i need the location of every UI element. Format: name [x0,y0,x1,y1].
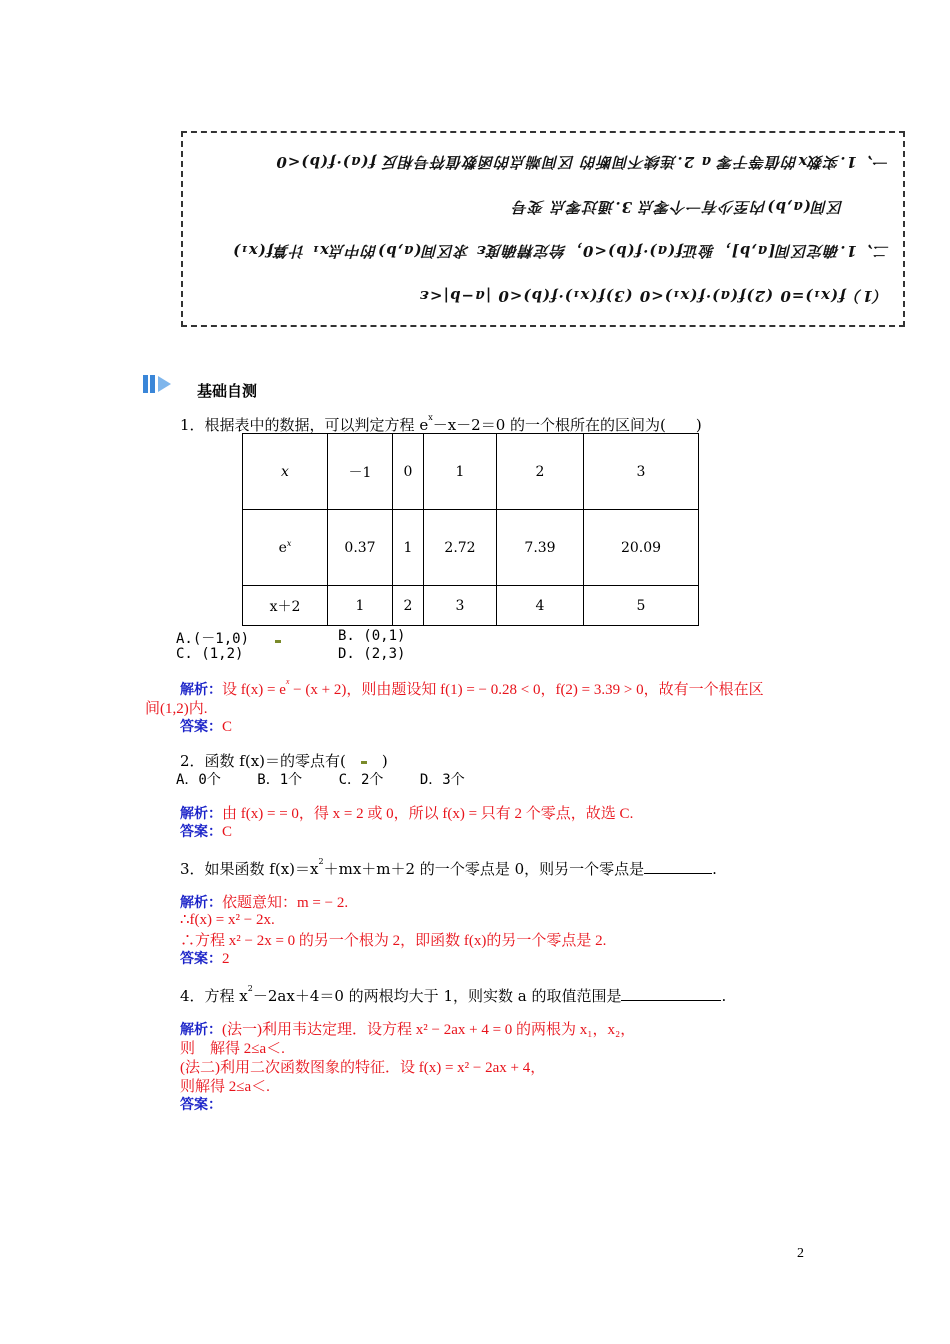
q1-answer-value: C [222,719,233,735]
q1-solution-sup: x [285,677,290,686]
table-cell: 1 [328,586,393,626]
q3-text-a: 3．如果函数 f(x)＝x [180,860,319,878]
solution-label: 解析： [180,1022,222,1038]
table-cell: 2 [393,586,424,626]
table-cell: x [243,434,328,510]
q4-solution-text: (法一)利用韦达定理．设方程 x² − 2ax + 4 = 0 的两根为 x₁，x₂， [222,1022,636,1038]
table-row [243,434,699,510]
q1-solution [180,678,764,699]
q4-answer [180,1094,222,1114]
table-row [243,510,699,586]
q1-suffix: －x－2＝0 的一个根所在的区间为( ) [432,416,702,434]
answer-blank [621,986,721,1001]
table-cell: 20.09 [584,510,699,586]
solution-label: 解析： [180,682,222,698]
q2-answer-value: C [222,824,233,840]
table-cell: 2.72 [424,510,497,586]
solution-label: 解析： [180,806,222,822]
q1-option-c: C. (1,2) [176,646,244,662]
q3-answer [180,948,230,968]
answer-note-box [181,131,905,327]
question-3-text: 3．如果函数 $f(x)=x^2+mx+m+2$ 的一个零点是 0，则另一个零点是 . [180,857,717,878]
table-cell: 2 [497,434,584,510]
question-1-text [180,414,702,435]
q4-text-b: －2ax＋4＝0 的两根均大于 1，则实数 a 的取值范围是 [252,987,622,1005]
q2-solution-text: 由 f(x) = = 0，得 x = 2 或 0，所以 f(x) = 只有 2 个零点，故选 C. [222,806,634,822]
q2-text-end: ) [366,752,388,770]
q1-option-a: A.(－1,0) [176,631,250,647]
table-cell: 3 [584,434,699,510]
table-cell: 4 [497,586,584,626]
table-cell: 7.39 [497,510,584,586]
q4-solution-line2: 则 解得 2≤a＜. [180,1041,285,1057]
q1-prefix: 1．根据表中的数据，可以判定方程 e [180,416,429,434]
section-title: 基础自测 [197,382,258,400]
table-cell: 0 [393,434,424,510]
table-cell: x＋2 [243,586,328,626]
table-cell: 0.37 [328,510,393,586]
question-4-text: 4．方程 $x^2-2ax+4=0$ 的两根均大于 1，则实数 a 的取值范围是 . [180,984,727,1005]
page-number: 2 [797,1246,804,1261]
q4-text-end: . [721,987,727,1005]
solution-label: 解析： [180,895,222,911]
q1-solution-line2: 间(1,2)内. [145,701,208,717]
q1-answer [180,716,232,736]
table-cell: 1 [393,510,424,586]
table-cell: 1 [424,434,497,510]
q2-text: 2．函数 f(x)＝的零点有( [180,752,361,770]
table-cell: －1 [328,434,393,510]
q3-text-end: . [712,860,717,878]
q1-solution-text2: − (x + 2)，则由题设知 f(1) = − 0.28 < 0，f(2) = 3.39 > 0，故有一个根在区 [289,682,764,698]
q3-text-b: ＋mx＋m＋2 的一个零点是 0，则另一个零点是 [323,860,645,878]
q4-solution-line4: 则解得 2≤a＜. [180,1079,270,1095]
answer-label: 答案： [180,1097,222,1113]
q1-sup: x [428,413,433,422]
q1-option-d: D. (2,3) [338,646,406,662]
q4-text-a: 4．方程 x [180,987,248,1005]
note-line-1: （1）f(x₁)=0 (2)f(a)·f(x₁)<0 (3)f(x₁)·f(b)<0 |a−b|<ε [418,287,889,305]
ex-label: e [278,539,287,556]
answer-blank [644,859,712,874]
q4-solution [180,1018,635,1039]
rotated-note-content [183,133,903,325]
data-table [242,433,699,626]
q3-solution [180,891,348,912]
q3-solution-text: 依题意知：m = − 2. [222,895,349,911]
q3-answer-value: 2 [222,951,230,967]
small-mark [275,640,281,643]
answer-label: 答案： [180,951,222,967]
note-line-2: 二、1.确定区间[a,b]，验证f(a)·f(b)<0，给定精确度ε 求区间(a,b)的中点x₁ 计算f(x₁) [232,242,889,260]
note-line-4: 一、1.实数x的值等于零 a 2.连续不间断的 区间端点的函数值符号相反 f(a)·f(b)<0 [275,153,889,171]
table-row [243,586,699,626]
q3-solution-line2: ∴f(x) = x² − 2x. [180,912,275,928]
q1-option-b: B. (0,1) [338,628,406,644]
note-line-3: 区间(a,b)内至少有一个零点 3.通过零点 变号 [512,198,843,216]
q2-solution [180,802,633,823]
table-cell: 3 [424,586,497,626]
q3-solution-line3: ∴方程 x² − 2x = 0 的另一个根为 2，即函数 f(x)的另一个零点是 2. [180,933,607,949]
q2-answer [180,821,232,841]
q2-options: A．0个 B．1个 C．2个 D．3个 [176,772,465,788]
ex-sup: x [286,538,292,548]
question-2-text [180,750,388,771]
table-cell: 5 [584,586,699,626]
q1-solution-text: 设 f(x) = e [222,682,286,698]
answer-label: 答案： [180,824,222,840]
q4-solution-line3: (法二)利用二次函数图象的特征．设 f(x) = x² − 2ax + 4， [180,1060,546,1076]
answer-label: 答案： [180,719,222,735]
table-cell [243,510,328,586]
section-marker-icon [143,373,173,395]
